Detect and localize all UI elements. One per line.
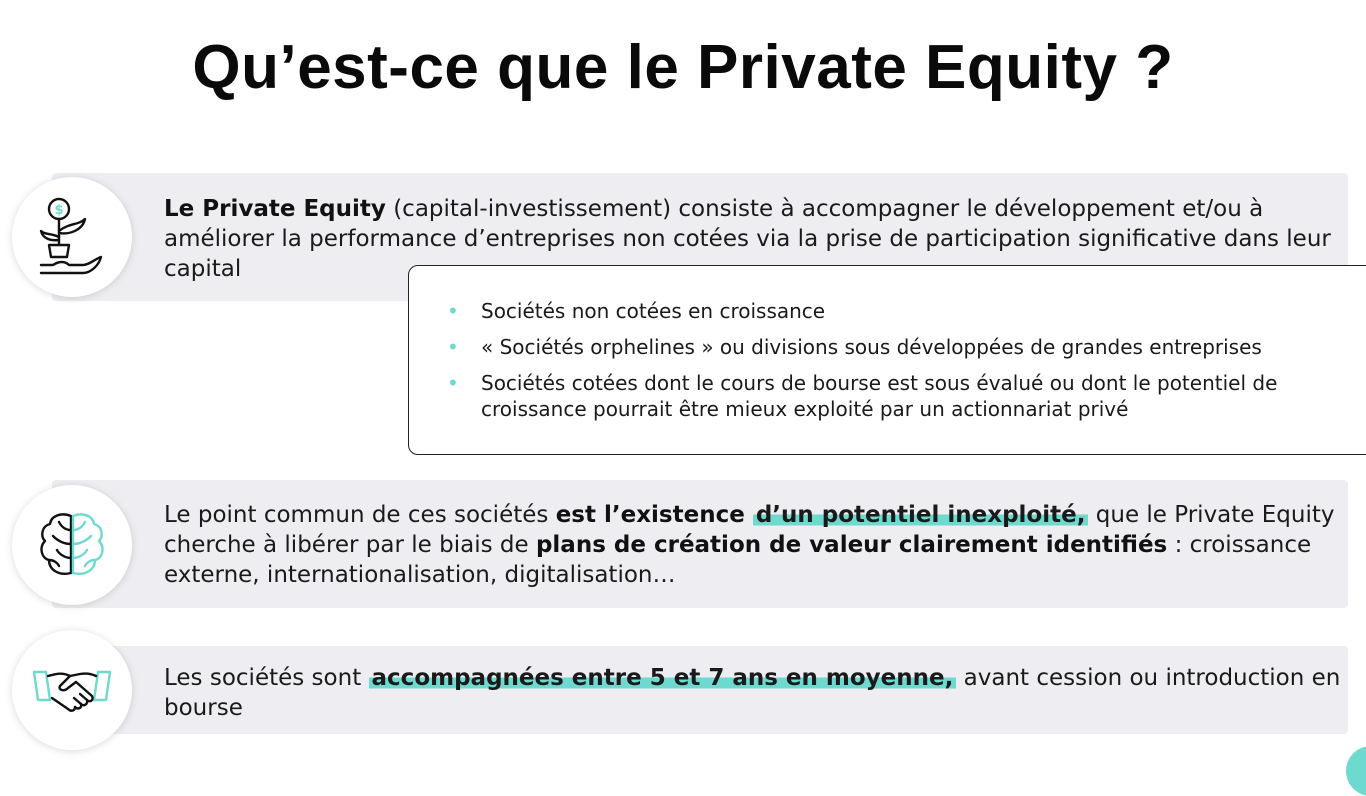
criteria-box bbox=[408, 265, 1366, 455]
page-title: Qu’est-ce que le Private Equity ? bbox=[192, 33, 1174, 102]
handshake-icon bbox=[30, 660, 114, 720]
section-2-bold-part: est l’existence bbox=[555, 502, 753, 528]
section-3-icon-circle bbox=[12, 630, 132, 750]
section-2-bold-part: plans de création de valeur clairement identifiés bbox=[535, 532, 1168, 558]
bullet-dot: • bbox=[447, 335, 459, 359]
bullet-text: Sociétés cotées dont le cours de bourse est sous évalué ou dont le potentiel de croissance pourrait être mieux exploité par un actionnariat privé bbox=[481, 371, 1278, 421]
section-2-icon-circle bbox=[12, 485, 132, 605]
list-item bbox=[445, 334, 1345, 360]
section-3-text bbox=[164, 663, 1344, 723]
section-1-body: (capital-investissement) consiste à accompagner le développement et/ou à améliorer la performance d’entreprises non cotées via la prise de participation significative dans leur capital bbox=[164, 196, 1331, 282]
list-item bbox=[445, 370, 1345, 422]
section-2-text-part: que le Private Equity cherche à libérer par le biais de bbox=[164, 502, 1335, 558]
list-item bbox=[445, 298, 1345, 324]
bullet-dot: • bbox=[447, 371, 459, 395]
brain-icon bbox=[37, 510, 107, 580]
section-2-text-part: : croissance externe, internationalisation, digitalisation… bbox=[164, 532, 1312, 588]
section-2-text bbox=[164, 500, 1344, 590]
section-1-icon-circle bbox=[12, 177, 132, 297]
section-2-highlight: d’un potentiel inexploité, bbox=[753, 502, 1089, 528]
section-3-highlight: accompagnées entre 5 et 7 ans en moyenne, bbox=[369, 665, 957, 691]
svg-text:$: $ bbox=[54, 203, 64, 218]
money-plant-icon bbox=[39, 195, 105, 279]
decorative-corner-circle bbox=[1346, 746, 1366, 796]
section-1-bold: Le Private Equity bbox=[164, 196, 386, 222]
section-3-text-part: Les sociétés sont bbox=[164, 665, 369, 691]
section-3-text-part: avant cession ou introduction en bourse bbox=[164, 665, 1341, 721]
bullet-dot: • bbox=[447, 299, 459, 323]
bullet-text: Sociétés non cotées en croissance bbox=[481, 299, 826, 323]
section-2-text-part: Le point commun de ces sociétés bbox=[164, 502, 556, 528]
criteria-list bbox=[445, 298, 1345, 432]
bullet-text: « Sociétés orphelines » ou divisions sous développées de grandes entreprises bbox=[481, 335, 1262, 359]
